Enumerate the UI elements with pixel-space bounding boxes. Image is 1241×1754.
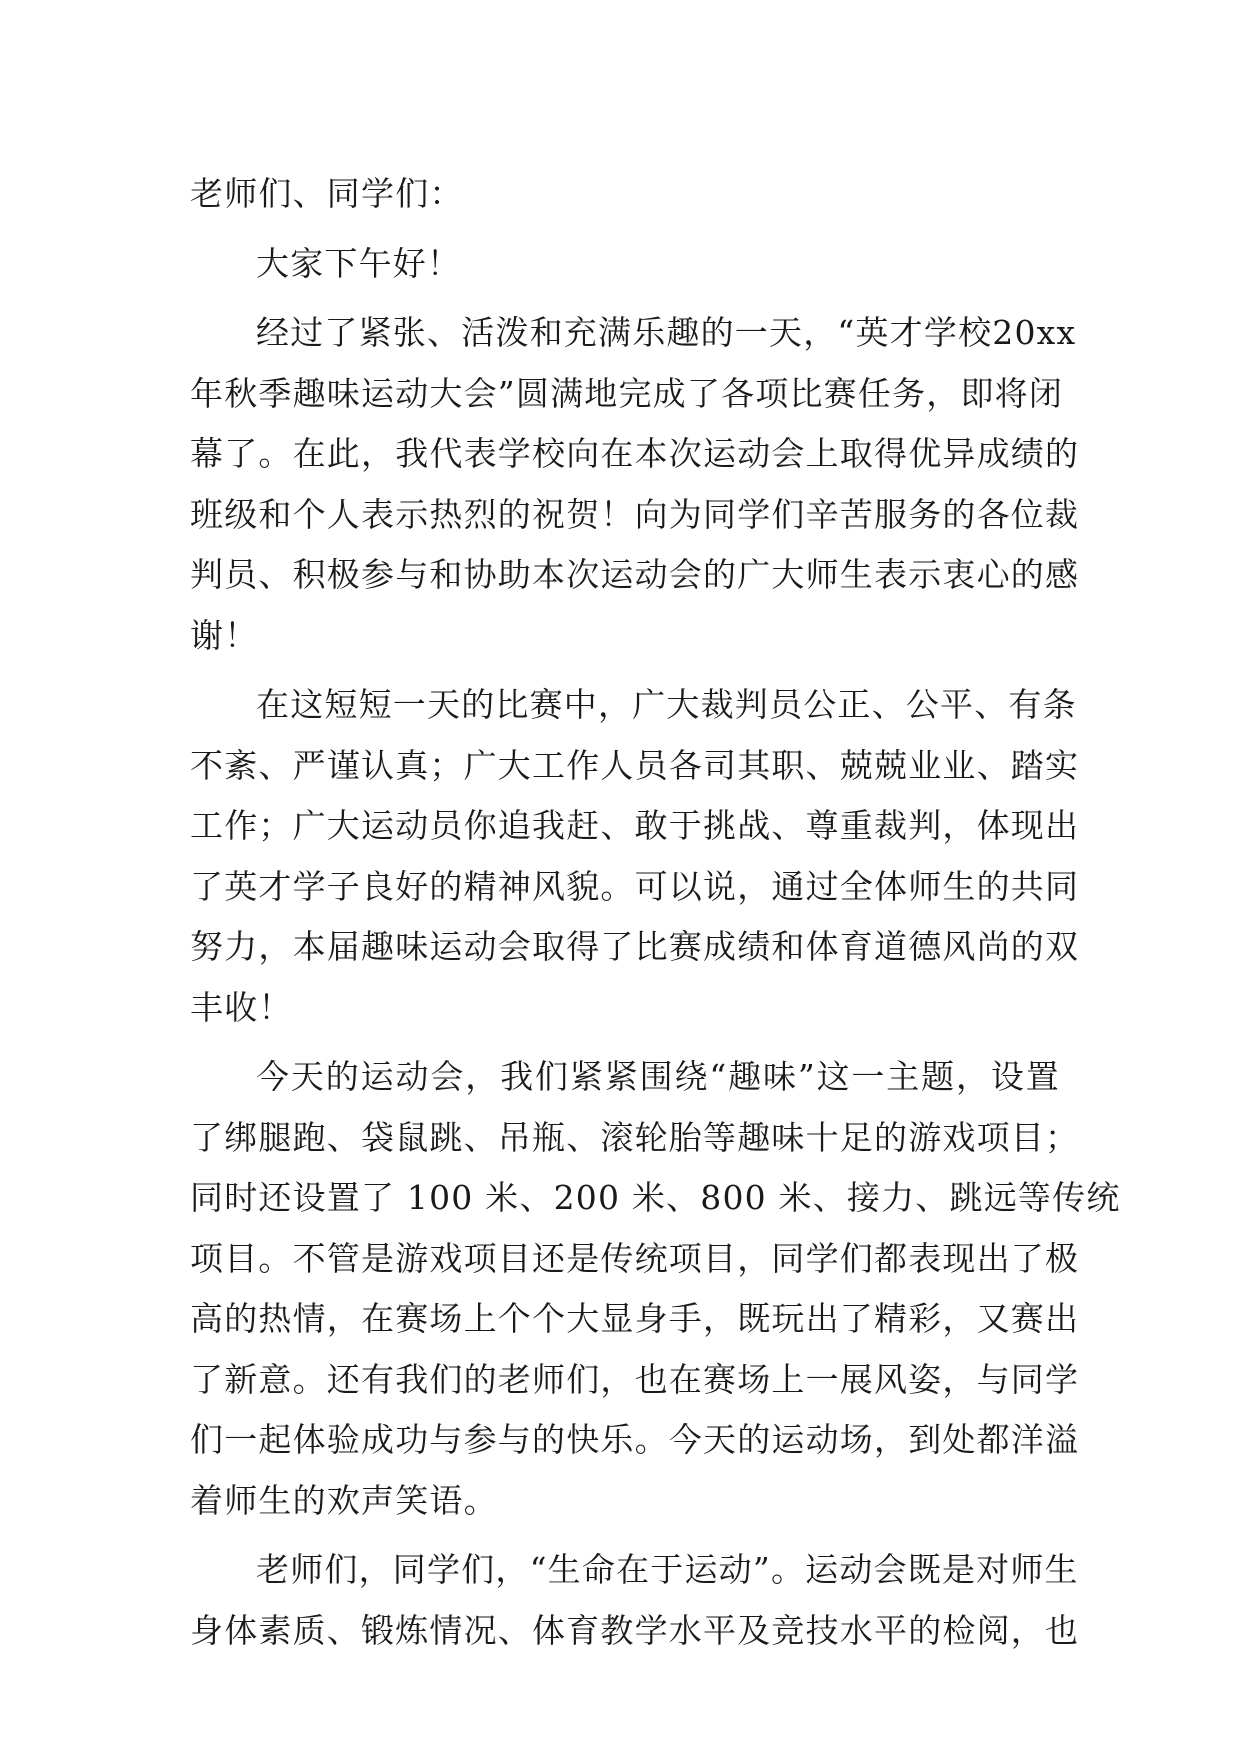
paragraph-line: 判员、积极参与和协助本次运动会的广大师生表示衷心的感 xyxy=(190,555,1080,594)
paragraph-5 xyxy=(190,1540,1080,1661)
paragraph-line: 今天的运动会，我们紧紧围绕“趣味”这一主题，设置 xyxy=(256,1057,1060,1096)
paragraph-line: 班级和个人表示热烈的祝贺！向为同学们辛苦服务的各位裁 xyxy=(190,494,1080,534)
paragraph-line: 幕了。在此，我代表学校向在本次运动会上取得优异成绩的 xyxy=(190,434,1080,473)
paragraph-line: 们一起体验成功与参与的快乐。今天的运动场，到处都洋溢 xyxy=(190,1420,1080,1459)
paragraph-line: 大家下午好！ xyxy=(256,243,462,283)
paragraph-line: 身体素质、锻炼情况、体育教学水平及竞技水平的检阅，也 xyxy=(190,1610,1080,1650)
paragraph-line: 年秋季趣味运动大会”圆满地完成了各项比赛任务，即将闭 xyxy=(190,373,1064,413)
paragraph-line: 同时还设置了 100 米、200 米、800 米、接力、跳远等传统 xyxy=(190,1178,1121,1217)
paragraph-4 xyxy=(190,1047,1121,1531)
paragraph-line: 项目。不管是游戏项目还是传统项目，同学们都表现出了极 xyxy=(190,1238,1080,1278)
paragraph-line: 工作；广大运动员你追我赶、敢于挑战、尊重裁判，体现出 xyxy=(190,806,1080,845)
paragraph-line: 高的热情，在赛场上个个大显身手，既玩出了精彩，又赛出 xyxy=(190,1299,1080,1338)
paragraph-1 xyxy=(190,234,1060,295)
paragraph-line: 努力，本届趣味运动会取得了比赛成绩和体育道德风尚的双 xyxy=(190,927,1080,966)
paragraph-line: 在这短短一天的比赛中，广大裁判员公正、公平、有条 xyxy=(256,685,1077,724)
paragraph-line: 了英才学子良好的精神风貌。可以说，通过全体师生的共同 xyxy=(190,866,1080,906)
greeting: 老师们、同学们： xyxy=(190,174,464,213)
paragraph-line: 着师生的欢声笑语。 xyxy=(190,1480,498,1520)
paragraph-3 xyxy=(190,675,1080,1038)
paragraph-line: 了新意。还有我们的老师们，也在赛场上一展风姿，与同学 xyxy=(190,1359,1080,1399)
paragraph-line: 老师们，同学们，“生命在于运动”。运动会既是对师生 xyxy=(256,1550,1079,1589)
paragraph-line: 了绑腿跑、袋鼠跳、吊瓶、滚轮胎等趣味十足的游戏项目； xyxy=(190,1117,1080,1157)
paragraph-line: 经过了紧张、活泼和充满乐趣的一天，“英才学校20xx xyxy=(256,313,1077,352)
document-body xyxy=(190,164,1121,1661)
paragraph-line: 丰收！ xyxy=(190,987,293,1027)
paragraph-line: 不紊、严谨认真；广大工作人员各司其职、兢兢业业、踏实 xyxy=(190,745,1080,785)
paragraph-2 xyxy=(190,303,1080,666)
paragraph-line: 谢！ xyxy=(190,615,259,655)
